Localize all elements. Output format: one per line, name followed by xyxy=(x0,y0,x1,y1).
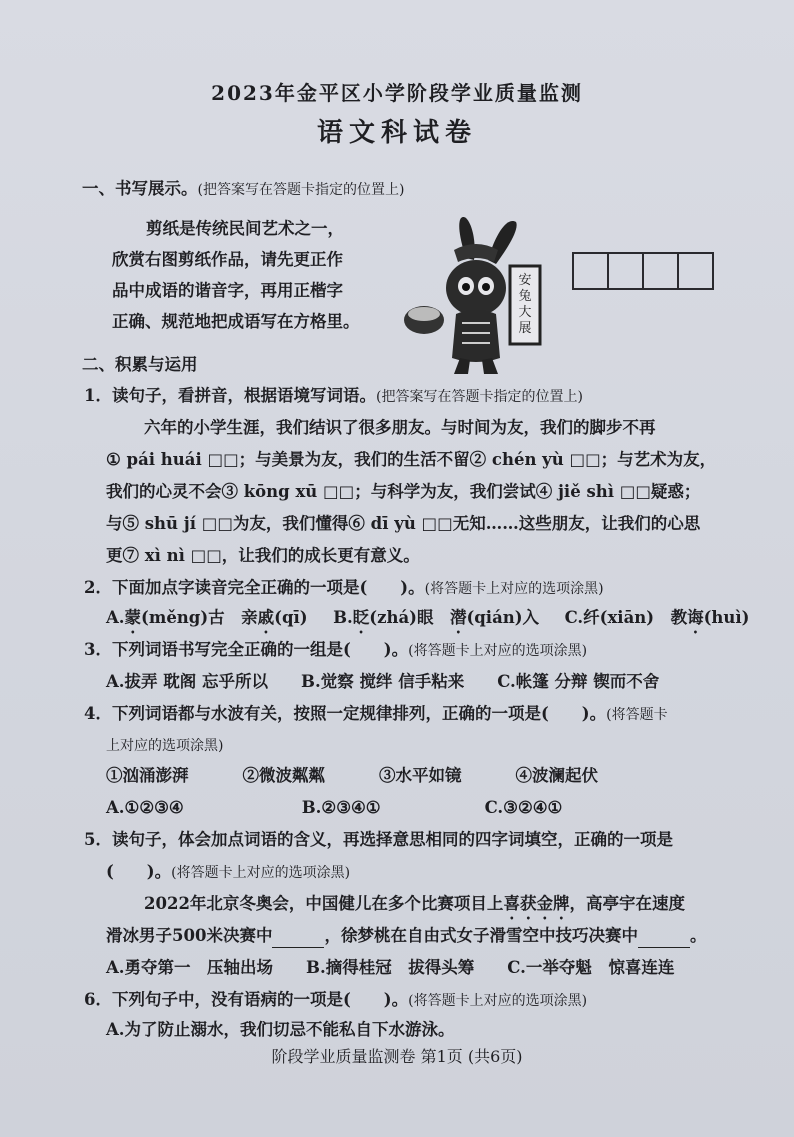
q2-note: (将答题卡上对应的选项涂黑) xyxy=(424,581,604,597)
section1-line-2: 欣赏右图剪纸作品，请先更正作 xyxy=(112,250,343,269)
q4-item-1: ①汹涌澎湃 xyxy=(106,766,189,785)
section1-heading xyxy=(82,178,404,201)
q1-line-5: 更⑦ xì nì □□，让我们的成长更有意义。 xyxy=(106,546,420,565)
exam-title: 2023年金平区小学阶段学业质量监测 xyxy=(211,81,583,105)
section1-line-1: 剪纸是传统民间艺术之一， xyxy=(146,219,344,238)
answer-box[interactable] xyxy=(644,254,679,288)
q6-stem xyxy=(84,989,587,1012)
q5-line2: 滑冰男子500米决赛中 xyxy=(106,926,273,945)
q2-a-rest2: (qī) xyxy=(274,608,308,627)
svg-text:大: 大 xyxy=(518,305,532,320)
q6-stem-text: 6．下列句子中，没有语病的一项是( )。 xyxy=(84,990,409,1009)
q5-blank-2[interactable] xyxy=(638,925,690,948)
q2-a-dot1: 蒙 xyxy=(124,608,142,627)
q1-line-2: ① pái huái □□；与美景为友，我们的生活不留② chén yù □□；与艺术为友， xyxy=(106,450,717,469)
q2-option-b[interactable] xyxy=(333,608,539,627)
q4-note: (将答题卡 xyxy=(606,707,668,723)
q2-c-rest1: (xiān) 教 xyxy=(599,608,688,627)
q2-b-letter: B. xyxy=(333,608,353,627)
q3-stem-text: 3．下列词语书写完全正确的一组是( )。 xyxy=(84,640,409,659)
q1-line-1: 六年的小学生涯，我们结识了很多朋友。与时间为友，我们的脚步不再 xyxy=(144,418,656,437)
q5-stem: 5．读句子，体会加点词语的含义，再选择意思相同的四字词填空，正确的一项是 xyxy=(84,830,673,849)
exam-subtitle: 语文科试卷 xyxy=(316,118,477,148)
q2-b-dot2: 潜 xyxy=(449,608,467,627)
q2-a-letter: A. xyxy=(106,608,125,627)
q6-note: (将答题卡上对应的选项涂黑) xyxy=(408,993,588,1009)
answer-box[interactable] xyxy=(609,254,644,288)
rabbit-papercut-image xyxy=(396,208,556,378)
section1-note: (把答案写在答题卡指定的位置上) xyxy=(197,182,405,198)
q4-option-b[interactable]: B.②③④① xyxy=(301,798,381,817)
section2-heading: 二、积累与运用 xyxy=(82,355,198,374)
answer-box[interactable] xyxy=(679,254,712,288)
q1-line-3: 我们的心灵不会③ kōng xū □□；与科学为友，我们尝试④ jiě shì □□疑惑； xyxy=(106,482,701,501)
q2-b-dot1: 眨 xyxy=(352,608,370,627)
q2-b-rest2: (qián)入 xyxy=(466,608,540,627)
q5-stem2-text: ( )。 xyxy=(106,862,172,881)
q5-line2b: ，徐梦桃在自由式女子滑雪空中技巧决赛中 xyxy=(324,926,638,945)
q2-a-rest1: (měng)古 亲 xyxy=(141,608,258,627)
q4-option-c[interactable]: C.③②④① xyxy=(484,798,563,817)
q6-option-a[interactable]: A.为了防止溺水，我们切忌不能私自下水游泳。 xyxy=(106,1020,455,1039)
q2-stem-text: 2．下面加点字读音完全正确的一项是( )。 xyxy=(84,578,425,597)
q5-dotted-word: 喜获金牌 xyxy=(503,894,570,913)
q3-stem xyxy=(84,639,587,662)
q5-line2c: 。 xyxy=(689,926,707,945)
section1-title: 一、书写展示。 xyxy=(82,179,198,198)
section1-line-3: 品中成语的谐音字，再用正楷字 xyxy=(112,281,343,300)
q4-item-3: ③水平如镜 xyxy=(379,766,462,785)
svg-text:兔: 兔 xyxy=(518,289,532,304)
q2-a-dot2: 戚 xyxy=(257,608,275,627)
q2-c-dot2: 诲 xyxy=(687,608,704,627)
q4-note-2: 上对应的选项涂黑) xyxy=(106,738,224,754)
q2-c-rest2: (huì) xyxy=(703,608,750,627)
answer-grid[interactable] xyxy=(572,252,714,290)
q5-note: (将答题卡上对应的选项涂黑) xyxy=(171,865,351,881)
q4-item-4: ④波澜起伏 xyxy=(515,766,598,785)
q2-c-letter: C.纤 xyxy=(564,608,600,627)
q2-b-rest1: (zhá)眼 xyxy=(369,608,450,627)
page-footer: 阶段学业质量监测卷 第1页 (共6页) xyxy=(271,1047,523,1066)
q5-stem-2 xyxy=(106,861,350,884)
section1-line-4: 正确、规范地把成语写在方格里。 xyxy=(112,312,360,331)
q4-option-a[interactable]: A.①②③④ xyxy=(106,798,184,817)
q4-stem-text: 4．下列词语都与水波有关，按照一定规律排列，正确的一项是( )。 xyxy=(84,704,607,723)
q5-blank-1[interactable] xyxy=(272,925,324,948)
q4-items xyxy=(106,765,598,787)
q4-item-2: ②微波粼粼 xyxy=(242,766,325,785)
q3-note: (将答题卡上对应的选项涂黑) xyxy=(408,643,588,659)
svg-text:安: 安 xyxy=(518,273,532,288)
q1-stem-text: 1．读句子，看拼音，根据语境写词语。 xyxy=(84,386,376,405)
q5-line1b: ，高亭宇在速度 xyxy=(569,894,685,913)
q2-stem xyxy=(84,577,604,600)
q3-options[interactable]: A.拔弄 耽阁 忘乎所以 B.觉察 搅绊 信手粘来 C.帐篷 分辩 锲而不舍 xyxy=(106,672,660,691)
q1-line-4: 与⑤ shū jí □□为友，我们懂得⑥ dī yù □□无知……这些朋友，让我们的心思 xyxy=(106,514,701,533)
svg-text:展: 展 xyxy=(518,321,532,336)
q2-option-a[interactable] xyxy=(106,608,308,627)
q5-sentence-2 xyxy=(106,925,706,948)
q2-options xyxy=(106,607,749,637)
q5-options[interactable]: A.勇夺第一 压轴出场 B.摘得桂冠 拔得头筹 C.一举夺魁 惊喜连连 xyxy=(106,958,675,977)
q2-option-c[interactable] xyxy=(565,608,750,627)
q1-note: (把答案写在答题卡指定的位置上) xyxy=(375,389,583,405)
q5-sentence-1 xyxy=(144,893,685,923)
q1-stem xyxy=(84,385,583,408)
answer-box[interactable] xyxy=(574,254,609,288)
q4-options xyxy=(106,797,562,819)
q4-stem xyxy=(84,703,668,726)
q5-line1a: 2022年北京冬奥会，中国健儿在多个比赛项目上 xyxy=(144,894,504,913)
